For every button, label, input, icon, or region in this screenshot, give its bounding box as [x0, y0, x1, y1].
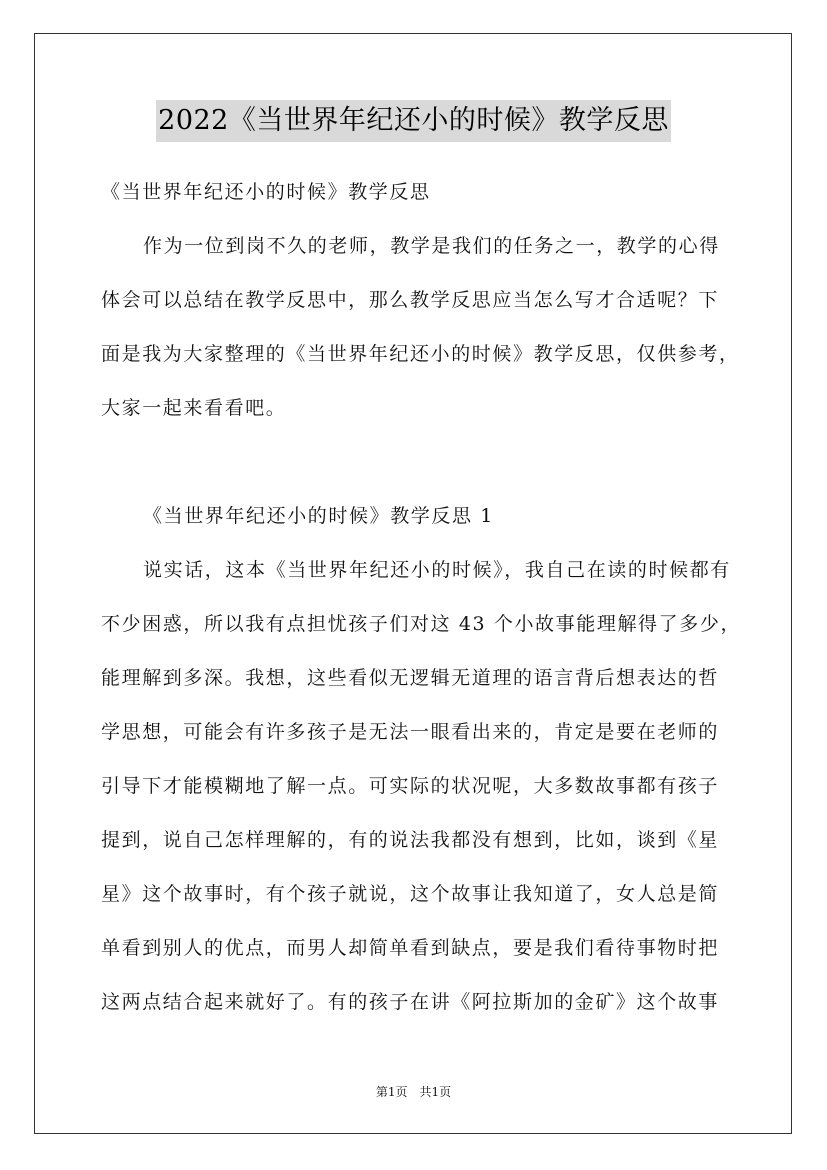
- body-line: 不少困惑，所以我有点担忧孩子们对这 43 个小故事能理解得了多少，: [101, 613, 742, 635]
- intro-line: 体会可以总结在教学反思中，那么教学反思应当怎么写才合适呢？下: [101, 289, 720, 311]
- body-line: 星》这个故事时，有个孩子就说，这个故事让我知道了，女人总是简: [101, 883, 720, 905]
- body-line: 引导下才能模糊地了解一点。可实际的状况呢，大多数故事都有孩子: [101, 775, 720, 797]
- body-line: 单看到别人的优点，而男人却简单看到缺点，要是我们看待事物时把: [101, 937, 720, 959]
- section-heading: 《当世界年纪还小的时候》教学反思 1: [143, 505, 494, 527]
- intro-line: 作为一位到岗不久的老师，教学是我们的任务之一，教学的心得: [143, 235, 720, 257]
- title-container: [0, 100, 827, 142]
- body-line: 能理解到多深。我想，这些看似无逻辑无道理的语言背后想表达的哲: [101, 667, 720, 689]
- intro-line: 大家一起来看看吧。: [101, 397, 287, 419]
- body-line: 说实话，这本《当世界年纪还小的时候》，我自己在读的时候都有: [143, 559, 731, 581]
- document-title: 2022《当世界年纪还小的时候》教学反思: [156, 100, 671, 142]
- page-number-footer: 第1页 共1页: [375, 1085, 452, 1099]
- body-line: 这两点结合起来就好了。有的孩子在讲《阿拉斯加的金矿》这个故事: [101, 991, 720, 1013]
- document-subtitle: 《当世界年纪还小的时候》教学反思: [101, 181, 431, 203]
- intro-line: 面是我为大家整理的《当世界年纪还小的时候》教学反思，仅供参考，: [101, 343, 740, 365]
- body-line: 提到，说自己怎样理解的，有的说法我都没有想到，比如，谈到《星: [101, 829, 720, 851]
- body-line: 学思想，可能会有许多孩子是无法一眼看出来的，肯定是要在老师的: [101, 721, 720, 743]
